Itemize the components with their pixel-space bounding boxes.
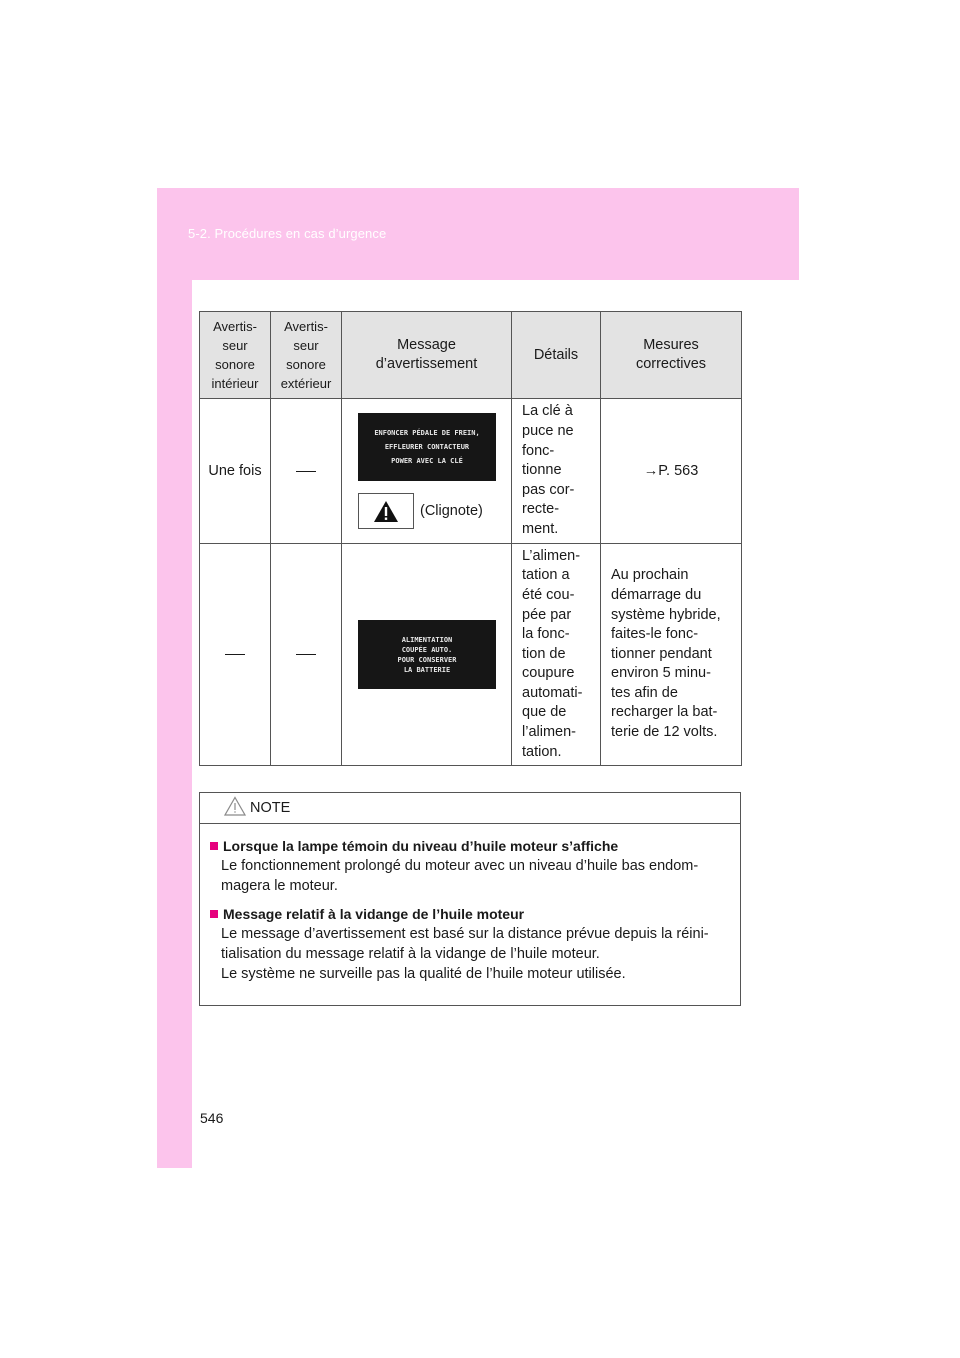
header-corrective-measures: Mesures correctives <box>601 312 742 399</box>
bullet-square-icon <box>210 910 218 918</box>
table-row <box>200 544 742 766</box>
header-exterior-buzzer: Avertis- seur sonore extérieur <box>271 312 342 399</box>
blink-label: (Clignote) <box>420 503 483 519</box>
bullet-square-icon <box>210 842 218 850</box>
cell-corrective-measures: Au prochain démarrage du système hybride, faites-le fonc- tionner pendant environ 5 minu- tes afin de recharger la bat- terie de 12 volts. <box>601 544 742 766</box>
cell-details: La clé à puce ne fonc- tionne pas cor- recte- ment. <box>512 399 601 544</box>
arrow-right-icon: → <box>643 462 659 479</box>
note-item <box>210 836 740 896</box>
note-item <box>210 904 740 984</box>
lcd-message-display: ALIMENTATION COUPÉE AUTO. POUR CONSERVER LA BATTERIE <box>358 620 496 689</box>
page-number: 546 <box>200 1110 224 1126</box>
table-row <box>200 399 742 544</box>
note-item-heading: Lorsque la lampe témoin du niveau d’huile moteur s’affiche <box>223 838 619 854</box>
dash-icon <box>225 654 245 655</box>
note-item-heading: Message relatif à la vidange de l’huile moteur <box>223 906 525 922</box>
header-details: Détails <box>512 312 601 399</box>
note-item-text: Le message d’avertissement est basé sur la distance prévue depuis la réini- tialisation du message relatif à la vidange de l’huile moteur. Le système ne surveille pas la qualité de l’huile moteur utilisée. <box>221 926 709 982</box>
cell-warning-message <box>342 544 512 766</box>
warning-table <box>199 311 742 766</box>
header-warning-message: Message d’avertissement <box>342 312 512 399</box>
note-box <box>199 792 741 1006</box>
note-item-text: Le fonctionnement prolongé du moteur avec un niveau d’huile bas endom- magera le moteur. <box>221 858 699 894</box>
cell-exterior-buzzer <box>271 399 342 544</box>
cell-warning-message <box>342 399 512 544</box>
cell-interior-buzzer <box>200 544 271 766</box>
note-body <box>200 824 740 984</box>
blink-indicator <box>358 493 511 529</box>
dash-icon <box>296 471 316 472</box>
section-title: 5-2. Procédures en cas d’urgence <box>188 226 387 241</box>
note-title: NOTE <box>250 800 291 816</box>
cell-interior-buzzer: Une fois <box>200 399 271 544</box>
page-reference[interactable]: →P. 563 <box>643 462 699 479</box>
cell-details: L’alimen- tation a été cou- pée par la fonc- tion de coupure automati- que de l’alimen- tation. <box>512 544 601 766</box>
lcd-message-display: ENFONCER PÉDALE DE FREIN, EFFLEURER CONTACTEUR POWER AVEC LA CLÉ <box>358 413 496 481</box>
note-header <box>200 793 740 824</box>
dash-icon <box>296 654 316 655</box>
header-interior-buzzer: Avertis- seur sonore intérieur <box>200 312 271 399</box>
side-margin-band <box>157 280 192 1168</box>
warning-triangle-icon <box>358 493 414 529</box>
cell-corrective-measures <box>601 399 742 544</box>
caution-triangle-icon <box>224 796 246 821</box>
cell-exterior-buzzer <box>271 544 342 766</box>
